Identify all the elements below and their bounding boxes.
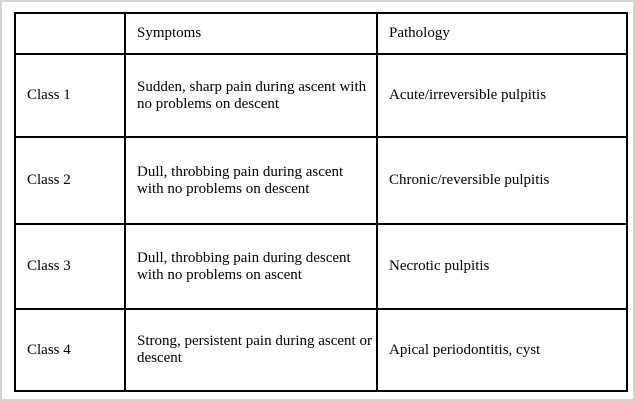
table-row-class-1 [15,54,627,137]
corner-empty-cell [15,13,125,54]
table-header-row [15,13,627,54]
symptoms-cell-class-2: Dull, throbbing pain during ascent with no problems on descent [125,137,377,224]
symptoms-cell-class-4: Strong, persistent pain during ascent or descent [125,309,377,391]
column-header-symptoms: Symptoms [125,13,377,54]
symptoms-cell-class-1: Sudden, sharp pain during ascent with no problems on descent [125,54,377,137]
row-header-class-3: Class 3 [15,224,125,309]
table-row-class-4 [15,309,627,391]
row-header-class-4: Class 4 [15,309,125,391]
pathology-cell-class-3: Necrotic pulpitis [377,224,627,309]
row-header-class-1: Class 1 [15,54,125,137]
column-header-pathology: Pathology [377,13,627,54]
barotrauma-classification-table [14,12,628,392]
pathology-cell-class-4: Apical periodontitis, cyst [377,309,627,391]
row-header-class-2: Class 2 [15,137,125,224]
pathology-cell-class-1: Acute/irreversible pulpitis [377,54,627,137]
pathology-cell-class-2: Chronic/reversible pulpitis [377,137,627,224]
table-row-class-3 [15,224,627,309]
table-row-class-2 [15,137,627,224]
symptoms-cell-class-3: Dull, throbbing pain during descent with no problems on ascent [125,224,377,309]
